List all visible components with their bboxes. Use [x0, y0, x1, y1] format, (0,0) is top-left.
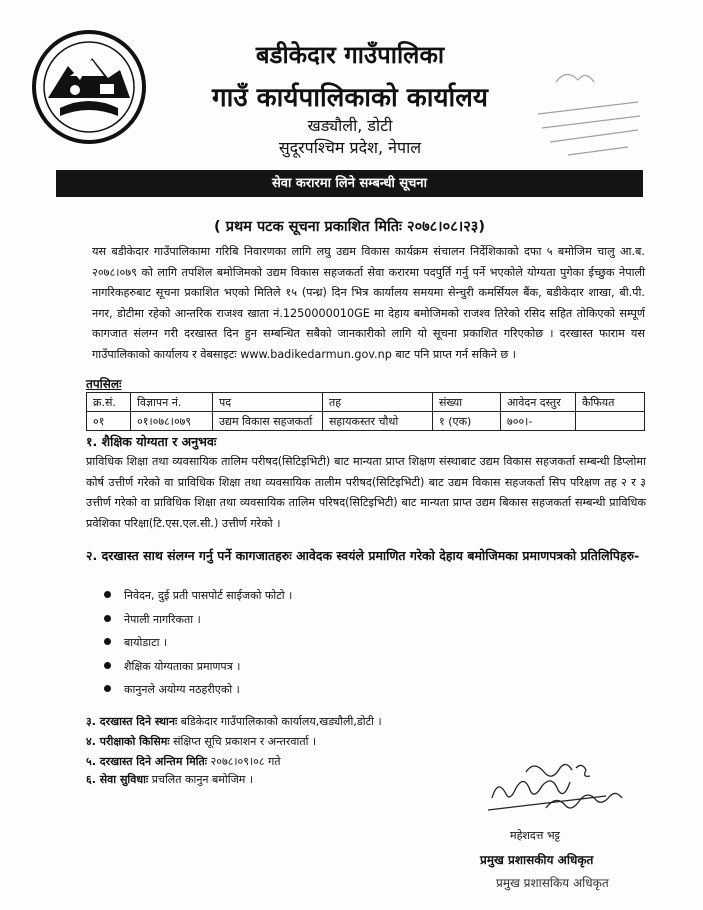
intro-paragraph: यस बडीकेदार गाउँपालिकामा गरिबि निवारणका लागि लघु उद्यम विकास कार्यक्रम संचालन निर्देशिकाको दफा ५ बमोजिम चालु आ.ब. २०७८।०७९ को लागि तपशिल बमोजिमको उद्यम विकास सहजकर्ता सेवा करारमा पदपुर्ति गर्नु पर्ने भएकोले योग्यता पुगेका ईच्छुक नेपाली नागरिकहरुबाट सूचना प्रकाशित भएको मितिले १५ (पन्ध्र) दिन भित्र कार्यालय समयमा सेन्चुरी कमर्सियल बैंक, बडीकेदार शाखा, बी.पी. नगर, डोटीमा रहेको आन्तरिक राजश्व खाता नं.1250000010GE मा देहाय बमोजिमको राजश्व तिरेको रसिद सहित तोकिएको सम्पूर्ण कागजात संलग्न गरी दरखास्त दिन हुन सम्बन्धित सबैको जानकारीको लागि यो सूचना प्रकाशित गरिएकोछ । दरखास्त फाराम यस गाउँपालिकाको कार्यालय र वेबसाइटः www.badikedarmun.gov.np बाट पनि प्राप्त गर्न सकिने छ । — [92, 245, 645, 361]
municipality-emblem-icon — [30, 28, 148, 146]
table-header-cell: आवेदन दस्तुर — [501, 393, 576, 412]
table-cell: उद्यम विकास सहजकर्ता — [213, 412, 323, 431]
list-item: कानुनले अयोग्य नठहरीएको । — [104, 680, 292, 704]
documents-list — [104, 586, 292, 704]
table-header-cell: कैफियत — [576, 393, 645, 412]
qualification-text: प्राविधिक शिक्षा तथा व्यवसायिक तालिम परीषद(सिटिइभिटी) बाट मान्यता प्राप्त शिक्षण संस्थाबाट उद्यम विकास सहजकर्ता सम्बन्धी डिप्लोमा कोर्ष उत्तीर्ण गरेको वा प्राविधिक शिक्षा तथा व्यवसायिक तालीम परीषद(सिटिइभिटी) बाट उद्यम विकास सहजकर्ता सिप परिक्षण तह २ र ३ उत्तीर्ण गरेको वा प्राविधिक शिक्षा तथा व्यवसायिक तालिम परिषद(सिटिइभिटी) बाट मान्यता प्राप्त उद्यम बिकास सहजकर्ता सम्बन्धी प्राविधिक प्रवेशिका परिक्षा(टि.एस.एल.सी.) उत्तीर्ण गरेको । — [86, 455, 646, 530]
table-cell: ०१ — [87, 412, 131, 431]
application-place: ३. दरखास्त दिने स्थानः बडिकेदार गाउँपालिकाको कार्यालय,खड्यौली,डोटी । — [86, 715, 382, 728]
table-cell: ७००।- — [501, 412, 576, 431]
table-header-cell: विज्ञापन नं. — [131, 393, 213, 412]
office-province: सुदूरपश्चिम प्रदेश, नेपाल — [278, 138, 422, 157]
table-cell: सहायकस्तर चौथो — [323, 412, 433, 431]
documents-heading: २. दरखास्त साथ संलग्न गर्नु पर्ने कागजातहरुः आवेदक स्वयंले प्रमाणित गरेको देहाय बमोजिमका प्रमाणपत्रको प्रतिलिपिहरु- — [86, 548, 640, 563]
handwritten-signature-icon — [486, 748, 636, 818]
signatory-stamp: प्रमुख प्रशासकिय अधिकृत — [496, 876, 609, 890]
vacancy-table — [86, 392, 645, 431]
bullet-icon — [104, 638, 111, 645]
table-header-cell: पद — [213, 393, 323, 412]
office-location: खड्यौली, डोटी — [307, 116, 393, 135]
table-row — [87, 412, 645, 431]
bullet-icon — [104, 615, 111, 622]
bullet-icon — [104, 591, 111, 598]
municipality-name: बडीकेदार गाउँपालिका — [255, 41, 445, 69]
table-cell: १ (एक) — [433, 412, 501, 431]
publication-date-line: ( प्रथम पटक सूचना प्रकाशित मितिः २०७८।०८।२३) — [214, 219, 485, 235]
bullet-icon — [104, 685, 111, 692]
qualification-heading: १. शैक्षिक योग्यता र अनुभवः — [86, 434, 217, 449]
table-header-row — [87, 393, 645, 412]
service-facility: ६. सेवा सुविधाः प्रचलित कानुन बमोजिम । — [86, 773, 253, 786]
list-item: निवेदन, दुई प्रती पासपोर्ट साईजको फोटो । — [104, 586, 292, 610]
signatory-title: प्रमुख प्रशासकीय अधिकृत — [480, 853, 594, 867]
table-cell — [576, 412, 645, 431]
table-header-cell: तह — [323, 393, 433, 412]
signatory-name: महेशदत्त भट्ट — [510, 829, 560, 842]
list-item: बायोडाटा । — [104, 633, 292, 657]
notice-title-banner: सेवा करारमा लिने सम्बन्धी सूचना — [56, 170, 643, 197]
exam-type: ४. परीक्षाको किसिमः संक्षिप्त सूचि प्रकाशन र अन्तरवार्ता । — [86, 735, 317, 748]
office-name: गाउँ कार्यपालिकाको कार्यालय — [212, 83, 488, 113]
table-cell: ०१।०७८।०७९ — [131, 412, 213, 431]
table-header-cell: संख्या — [433, 393, 501, 412]
bullet-icon — [104, 662, 111, 669]
office-stamp-icon — [528, 62, 648, 162]
details-label: तपसिलः — [86, 377, 122, 391]
list-item: नेपाली नागरिकता । — [104, 610, 292, 634]
application-deadline: ५. दरखास्त दिने अन्तिम मितिः २०७८।०९।०८ गते — [86, 755, 281, 768]
table-header-cell: क्र.सं. — [87, 393, 131, 412]
list-item: शैक्षिक योग्यताका प्रमाणपत्र । — [104, 657, 292, 681]
